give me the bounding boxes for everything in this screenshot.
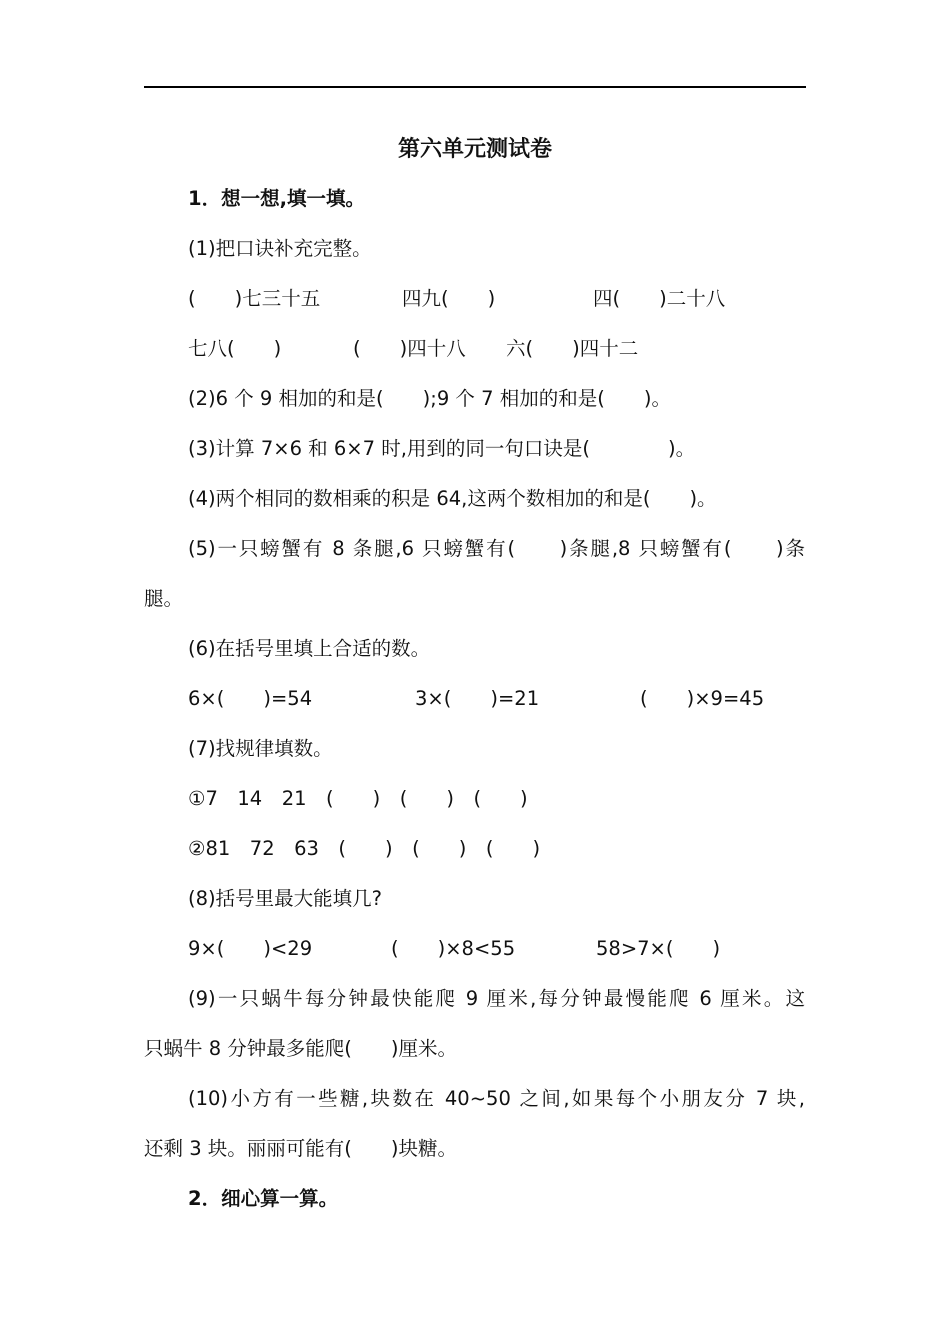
q1-row2-item-2: ( )四十八 — [353, 337, 466, 360]
q3-text: (3)计算 7×6 和 6×7 时,用到的同一句口诀是( )。 — [188, 437, 696, 460]
q7-seq2: ②81 72 63 ( ) ( ) ( ) — [188, 837, 541, 860]
q1-row1-item-1: ( )七三十五 — [188, 287, 321, 310]
section1-heading: 1．想一想,填一填。 — [188, 187, 365, 210]
q5-line1: (5)一只螃蟹有 8 条腿,6 只螃蟹有( )条腿,8 只螃蟹有( )条 — [188, 537, 805, 560]
q7-seq1: ①7 14 21 ( ) ( ) ( ) — [188, 787, 528, 810]
q4-text: (4)两个相同的数相乘的积是 64,这两个数相加的和是( )。 — [188, 487, 717, 510]
q1-row2 — [188, 335, 808, 363]
q8-items — [188, 935, 808, 963]
q10-line2: 还剩 3 块。丽丽可能有( )块糖。 — [144, 1137, 458, 1160]
q1-row2-item-3: 六( )四十二 — [506, 337, 639, 360]
q1-row2-item-1: 七八( ) — [188, 337, 282, 360]
q8-item-3: 58>7×( ) — [596, 937, 721, 960]
q8-item-2: ( )×8<55 — [391, 937, 516, 960]
q1-row1 — [188, 285, 808, 313]
page-title: 第六单元测试卷 — [397, 136, 552, 162]
q1-row1-item-3: 四( )二十八 — [593, 287, 726, 310]
q1-row1-item-2: 四九( ) — [402, 287, 496, 310]
header-rule — [144, 86, 806, 88]
q1-prompt: (1)把口诀补充完整。 — [188, 237, 372, 260]
q6-item-2: 3×( )=21 — [415, 687, 540, 710]
section2-heading: 2．细心算一算。 — [188, 1187, 339, 1210]
q8-item-1: 9×( )<29 — [188, 937, 313, 960]
q10-line1: (10)小方有一些糖,块数在 40~50 之间,如果每个小朋友分 7 块, — [188, 1087, 805, 1110]
q7-prompt: (7)找规律填数。 — [188, 737, 333, 760]
q5-line2: 腿。 — [144, 587, 184, 610]
q6-items — [188, 685, 808, 713]
q9-line1: (9)一只蜗牛每分钟最快能爬 9 厘米,每分钟最慢能爬 6 厘米。这 — [188, 987, 805, 1010]
q9-line2: 只蜗牛 8 分钟最多能爬( )厘米。 — [144, 1037, 458, 1060]
q6-item-1: 6×( )=54 — [188, 687, 313, 710]
q6-prompt: (6)在括号里填上合适的数。 — [188, 637, 431, 660]
q6-item-3: ( )×9=45 — [640, 687, 765, 710]
q2-text: (2)6 个 9 相加的和是( );9 个 7 相加的和是( )。 — [188, 387, 671, 410]
q8-prompt: (8)括号里最大能填几? — [188, 887, 382, 910]
